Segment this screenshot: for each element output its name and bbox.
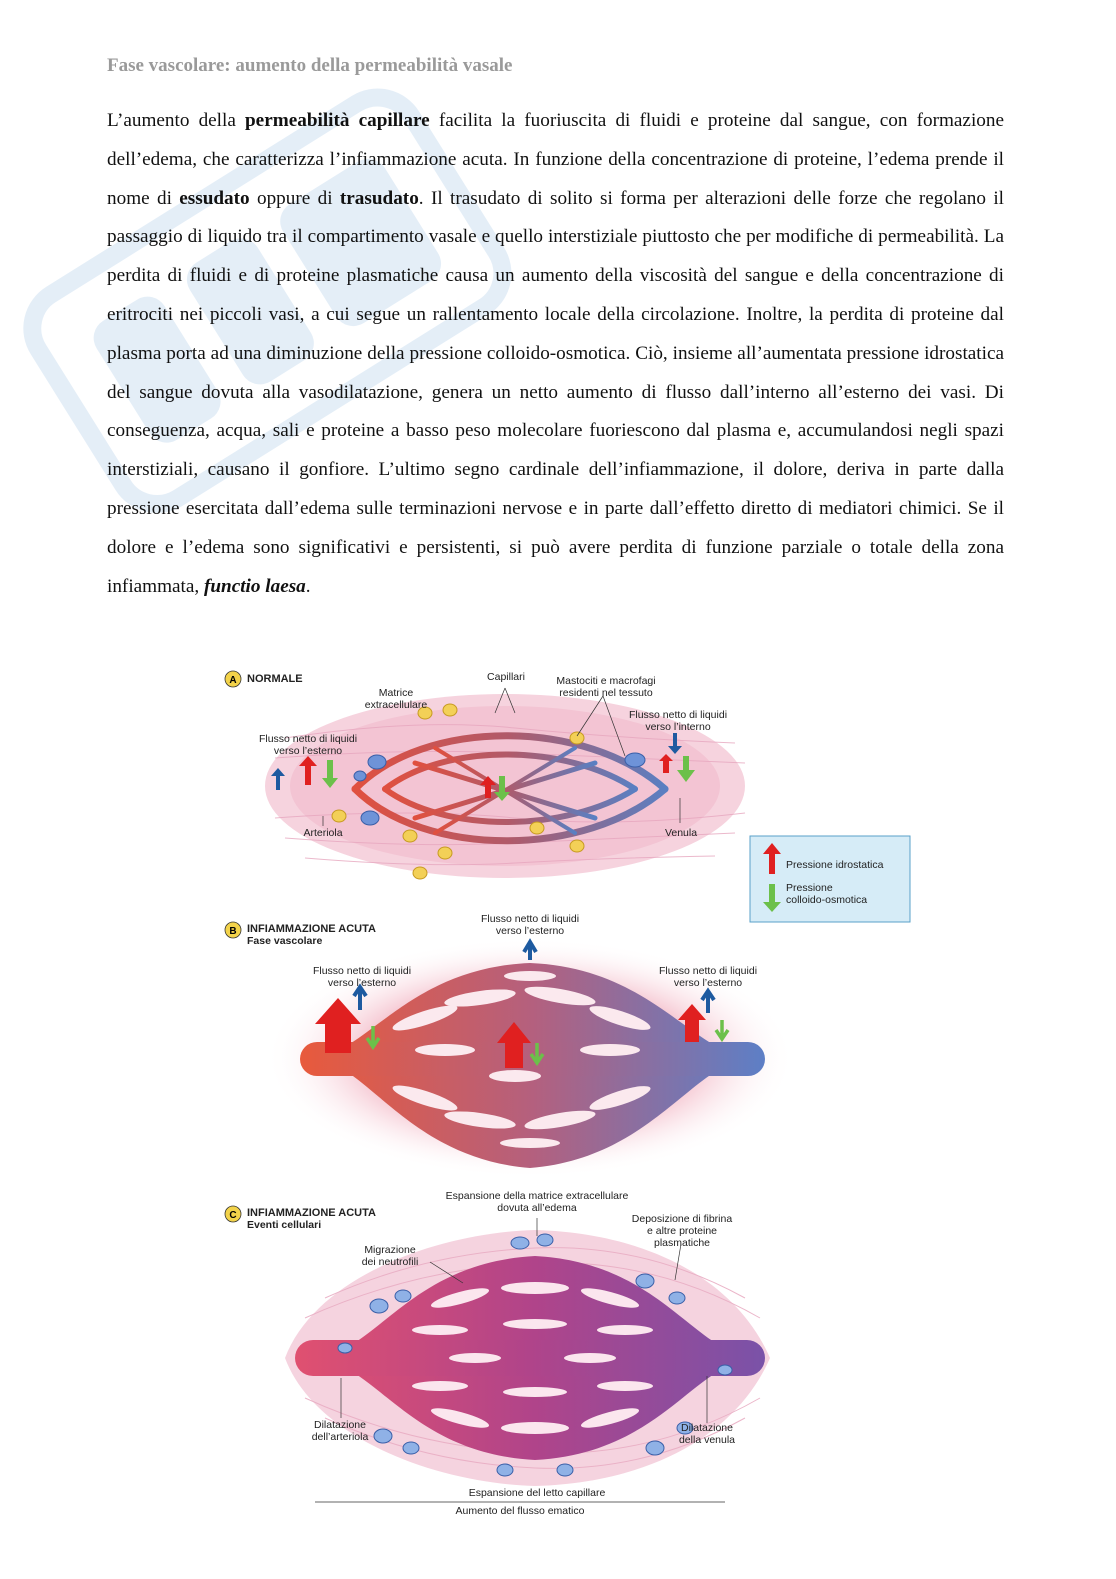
panel-c-subtitle: Eventi cellulari bbox=[247, 1219, 322, 1231]
label-matrice-2: extracellulare bbox=[364, 699, 428, 711]
label-flusso-b-top-2: verso l’esterno bbox=[495, 925, 565, 937]
label-arteriola: Arteriola bbox=[303, 827, 343, 839]
legend-label-idrostatica: Pressione idrostatica bbox=[786, 859, 884, 871]
label-venula: Venula bbox=[664, 827, 698, 839]
label-aumento-flusso: Aumento del flusso ematico bbox=[455, 1505, 585, 1517]
text-run: . Il trasudato di solito si forma per alterazioni delle forze che regolano il passaggio di liquido tra il compartimento vasale e quello interstiziale piuttosto che per modifiche di permeabilità. La perdita di fluidi e di proteine plasmatiche causa un aumento della viscosità del sangue e della concentrazione di eritrociti nei piccoli vasi, a cui segue un rallentamento locale della circolazione. Inoltre, la perdita di proteine dal plasma porta ad una diminuzione della pressione colloido-osmotica. Ciò, insieme all’aumentata pressione idrostatica del sangue dovuta alla vasodilatazione, genera un netto aumento di flusso dall’interno all’esterno dei vasi. Di conseguenza, acqua, sali e proteine a basso peso molecolare fuoriescono dal plasma e, accumulandosi negli spazi interstiziali, causano il gonfiore. L’ultimo segno cardinale dell’infiammazione, il dolore, deriva in parte dalla pressione esercitata dall’edema sulle terminazioni nervose e in parte dall’effetto diretto di mediatori chimici. Se il dolore e l’edema sono significativi e persistenti, si può avere perdita di funzione parziale o totale della zona infiammata, bbox=[107, 187, 1004, 597]
panel-c-letter: C bbox=[229, 1210, 237, 1221]
label-flusso-b-left-2: verso l’esterno bbox=[327, 977, 397, 989]
text-run: facilita la fuoriuscita di fluidi e proteine dal sangue, con formazione dell’edema, che caratterizza l’infiammazione acuta. In funzione della concentrazione di proteine, l’edema prende il nome di bbox=[107, 110, 1004, 209]
inflammation-figure bbox=[215, 658, 915, 1530]
label-espansione-letto: Espansione del letto capillare bbox=[468, 1487, 606, 1499]
label-mastociti-2: residenti nel tessuto bbox=[559, 687, 653, 699]
label-fibrina-3: plasmatiche bbox=[653, 1237, 711, 1249]
label-dilatazione-venula-2: della venula bbox=[678, 1434, 736, 1446]
label-flusso-b-left: Flusso netto di liquidi bbox=[312, 965, 412, 977]
legend-label-colloido: Pressione bbox=[786, 882, 833, 894]
text-run: . bbox=[305, 575, 311, 597]
legend-label-colloido-2: colloido-osmotica bbox=[786, 894, 868, 906]
label-dilatazione-venula: Dilatazione bbox=[681, 1422, 733, 1434]
body-paragraph bbox=[107, 102, 1004, 606]
legend-box bbox=[750, 836, 910, 922]
panel-b-subtitle: Fase vascolare bbox=[247, 935, 323, 947]
label-flusso-esterno-a: Flusso netto di liquidi bbox=[258, 733, 358, 745]
label-espansione-matrice: Espansione della matrice extracellulare bbox=[445, 1190, 629, 1202]
panel-b bbox=[225, 913, 795, 1178]
label-migrazione-2: dei neutrofili bbox=[361, 1256, 419, 1268]
bold-term-permeabilita: permeabilità capillare bbox=[245, 110, 430, 131]
text-run: oppure di bbox=[249, 187, 340, 209]
italic-term-functio-laesa: functio laesa bbox=[203, 575, 306, 597]
label-flusso-b-top: Flusso netto di liquidi bbox=[480, 913, 580, 925]
bold-term-essudato: essudato bbox=[179, 187, 250, 209]
label-flusso-b-right-2: verso l’esterno bbox=[673, 977, 743, 989]
label-matrice: Matrice bbox=[378, 687, 414, 699]
label-flusso-interno-a-2: verso l’interno bbox=[645, 721, 711, 733]
label-mastociti: Mastociti e macrofagi bbox=[556, 675, 656, 687]
text-run: L’aumento della bbox=[107, 110, 246, 131]
label-flusso-b-right: Flusso netto di liquidi bbox=[658, 965, 758, 977]
panel-a-title: NORMALE bbox=[247, 673, 303, 685]
panel-b-letter: B bbox=[229, 926, 237, 937]
label-fibrina: Deposizione di fibrina bbox=[631, 1213, 733, 1225]
panel-c bbox=[225, 1190, 770, 1517]
label-fibrina-2: e altre proteine bbox=[646, 1225, 718, 1237]
label-flusso-interno-a: Flusso netto di liquidi bbox=[628, 709, 728, 721]
section-heading: Fase vascolare: aumento della permeabilità vasale bbox=[107, 55, 513, 76]
label-flusso-esterno-a-2: verso l’esterno bbox=[273, 745, 343, 757]
bold-term-trasudato: trasudato bbox=[339, 187, 419, 209]
panel-a bbox=[225, 671, 745, 879]
panel-a-letter: A bbox=[229, 675, 237, 686]
label-capillari: Capillari bbox=[487, 671, 525, 683]
label-dilatazione-arteriola: Dilatazione bbox=[314, 1419, 366, 1431]
label-dilatazione-arteriola-2: dell’arteriola bbox=[311, 1431, 369, 1443]
panel-b-title: INFIAMMAZIONE ACUTA bbox=[247, 923, 376, 935]
label-migrazione: Migrazione bbox=[364, 1244, 416, 1256]
label-espansione-matrice-2: dovuta all’edema bbox=[497, 1202, 577, 1214]
panel-c-title: INFIAMMAZIONE ACUTA bbox=[247, 1207, 376, 1219]
